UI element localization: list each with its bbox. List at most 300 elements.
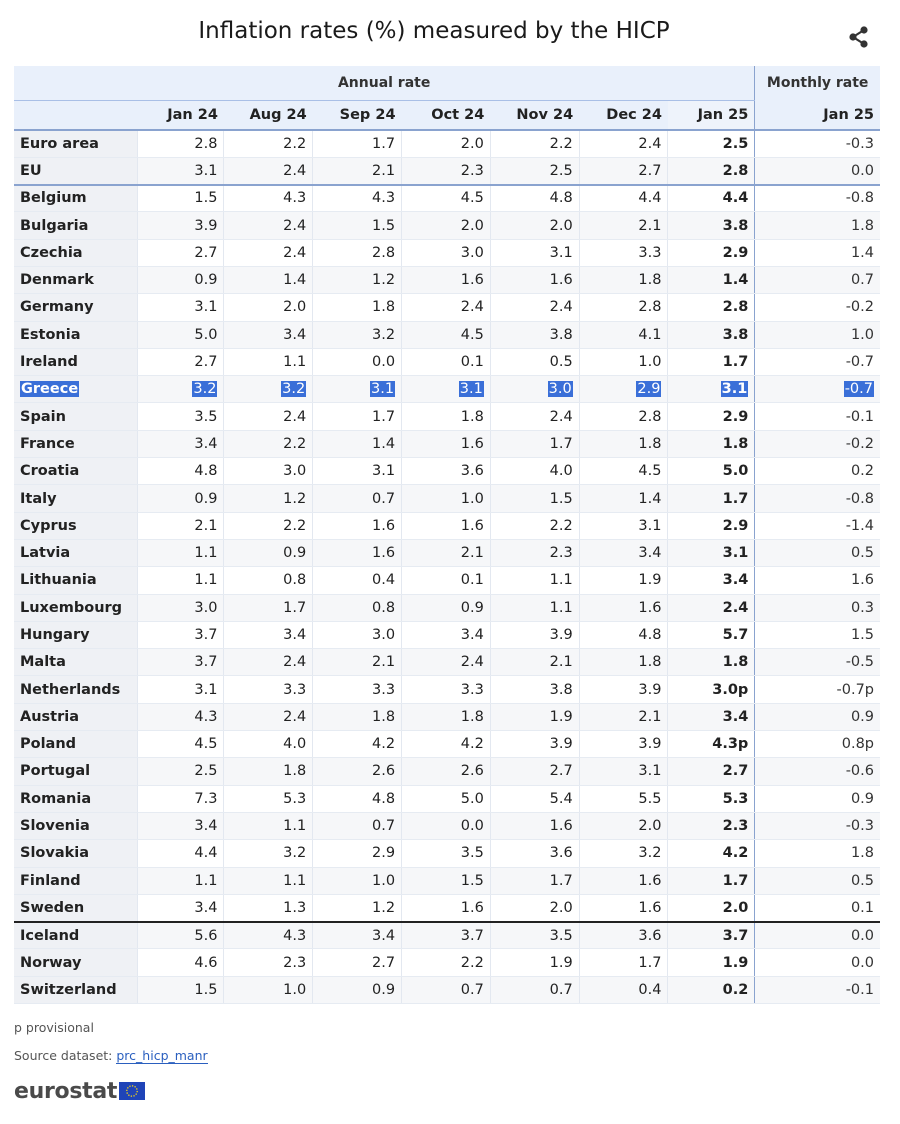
annual-rate-cell: 5.7 (668, 621, 755, 648)
annual-rate-cell: 1.5 (137, 976, 224, 1003)
annual-rate-cell: 4.5 (402, 185, 491, 212)
annual-rate-cell: 1.8 (402, 703, 491, 730)
annual-rate-cell: 4.5 (579, 458, 668, 485)
annual-rate-cell: 1.8 (579, 649, 668, 676)
logo-wordmark: eurostat (14, 1078, 118, 1104)
annual-rate-cell: 5.6 (137, 922, 224, 949)
monthly-rate-cell: -0.5 (755, 649, 880, 676)
country-name: Cyprus (14, 512, 137, 539)
annual-rate-cell: 1.9 (490, 703, 579, 730)
annual-rate-cell: 2.4 (402, 294, 491, 321)
annual-rate-cell: 1.6 (579, 894, 668, 921)
annual-rate-cell: 5.4 (490, 785, 579, 812)
annual-rate-cell: 1.1 (224, 812, 313, 839)
annual-rate-cell: 1.4 (313, 430, 402, 457)
monthly-rate-cell: -0.1 (755, 976, 880, 1003)
annual-rate-cell: 1.8 (668, 649, 755, 676)
monthly-rate-cell: 0.5 (755, 539, 880, 566)
country-name: Hungary (14, 621, 137, 648)
annual-rate-cell: 2.7 (579, 157, 668, 184)
annual-rate-cell: 3.0 (224, 458, 313, 485)
annual-rate-cell: 1.2 (224, 485, 313, 512)
annual-rate-cell: 3.6 (402, 458, 491, 485)
monthly-rate-header: Monthly rate (755, 66, 880, 100)
country-name: Iceland (14, 922, 137, 949)
annual-rate-cell: 2.3 (402, 157, 491, 184)
annual-rate-cell: 3.9 (579, 676, 668, 703)
annual-rate-cell: 2.6 (313, 758, 402, 785)
annual-rate-cell: 2.3 (668, 812, 755, 839)
annual-rate-cell: 1.2 (313, 266, 402, 293)
monthly-rate-cell: 1.8 (755, 212, 880, 239)
country-name: Greece (14, 376, 137, 403)
country-name: Estonia (14, 321, 137, 348)
annual-rate-cell: 2.1 (402, 539, 491, 566)
annual-rate-cell: 1.0 (313, 867, 402, 894)
annual-rate-cell: 2.1 (579, 212, 668, 239)
country-name: Belgium (14, 185, 137, 212)
annual-rate-cell: 2.7 (137, 348, 224, 375)
inflation-table (14, 66, 880, 1004)
annual-rate-cell: 4.0 (490, 458, 579, 485)
annual-rate-cell: 2.5 (490, 157, 579, 184)
country-name: Italy (14, 485, 137, 512)
annual-rate-cell: 4.2 (668, 840, 755, 867)
table-row (14, 867, 880, 894)
monthly-rate-cell: 0.7 (755, 266, 880, 293)
annual-rate-cell: 1.6 (402, 512, 491, 539)
annual-rate-cell: 3.4 (402, 621, 491, 648)
annual-rate-cell: 2.1 (313, 157, 402, 184)
annual-rate-cell: 2.4 (224, 212, 313, 239)
monthly-rate-cell: 1.0 (755, 321, 880, 348)
annual-rate-cell: 2.2 (224, 430, 313, 457)
annual-rate-cell: 3.2 (137, 376, 224, 403)
table-row (14, 403, 880, 430)
annual-rate-cell: 3.2 (579, 840, 668, 867)
monthly-rate-cell: 1.4 (755, 239, 880, 266)
annual-rate-cell: 3.9 (137, 212, 224, 239)
annual-rate-cell: 0.9 (224, 539, 313, 566)
monthly-rate-cell: 0.9 (755, 785, 880, 812)
annual-rate-cell: 3.8 (490, 321, 579, 348)
annual-rate-cell: 1.8 (402, 403, 491, 430)
country-name: Poland (14, 731, 137, 758)
annual-rate-cell: 1.7 (224, 594, 313, 621)
annual-rate-cell: 0.2 (668, 976, 755, 1003)
annual-rate-cell: 2.4 (579, 130, 668, 157)
annual-rate-cell: 0.7 (402, 976, 491, 1003)
column-header[interactable]: Jan 25 (668, 100, 755, 130)
annual-rate-cell: 2.8 (668, 294, 755, 321)
table-row (14, 594, 880, 621)
annual-rate-cell: 3.1 (579, 758, 668, 785)
table-row (14, 731, 880, 758)
annual-rate-cell: 2.7 (313, 949, 402, 976)
annual-rate-cell: 2.0 (668, 894, 755, 921)
annual-rate-cell: 4.6 (137, 949, 224, 976)
annual-rate-cell: 1.0 (224, 976, 313, 1003)
table-row (14, 922, 880, 949)
annual-rate-cell: 5.3 (668, 785, 755, 812)
annual-rate-cell: 0.7 (313, 812, 402, 839)
annual-rate-header: Annual rate (14, 66, 755, 100)
annual-rate-cell: 1.0 (579, 348, 668, 375)
monthly-rate-cell: -0.3 (755, 812, 880, 839)
annual-rate-cell: 1.7 (668, 485, 755, 512)
annual-rate-cell: 4.2 (313, 731, 402, 758)
annual-rate-cell: 4.0 (224, 731, 313, 758)
annual-rate-cell: 4.8 (313, 785, 402, 812)
monthly-rate-cell: -0.2 (755, 294, 880, 321)
monthly-rate-cell: 0.0 (755, 157, 880, 184)
column-header[interactable]: Oct 24 (402, 100, 491, 130)
annual-rate-cell: 1.5 (137, 185, 224, 212)
annual-rate-cell: 3.3 (402, 676, 491, 703)
table-row (14, 430, 880, 457)
column-header[interactable]: Dec 24 (579, 100, 668, 130)
table-row (14, 676, 880, 703)
annual-rate-cell: 1.7 (313, 403, 402, 430)
annual-rate-cell: 4.2 (402, 731, 491, 758)
annual-rate-cell: 3.1 (313, 458, 402, 485)
provisional-note: p provisional (14, 1020, 94, 1035)
annual-rate-cell: 1.1 (137, 539, 224, 566)
annual-rate-cell: 1.3 (224, 894, 313, 921)
table-row (14, 130, 880, 157)
eurostat-logo (14, 1078, 145, 1104)
monthly-rate-cell: 0.1 (755, 894, 880, 921)
country-name: Netherlands (14, 676, 137, 703)
country-name: Finland (14, 867, 137, 894)
annual-rate-cell: 4.5 (402, 321, 491, 348)
annual-rate-cell: 2.0 (402, 212, 491, 239)
annual-rate-cell: 3.2 (313, 321, 402, 348)
country-name: Germany (14, 294, 137, 321)
table-row (14, 976, 880, 1003)
annual-rate-cell: 1.6 (490, 812, 579, 839)
annual-rate-cell: 0.7 (490, 976, 579, 1003)
monthly-rate-cell: -0.6 (755, 758, 880, 785)
annual-rate-cell: 1.1 (224, 867, 313, 894)
annual-rate-cell: 4.1 (579, 321, 668, 348)
country-name: Sweden (14, 894, 137, 921)
annual-rate-cell: 3.0 (313, 621, 402, 648)
annual-rate-cell: 0.4 (579, 976, 668, 1003)
country-name: Euro area (14, 130, 137, 157)
monthly-rate-cell: 0.0 (755, 949, 880, 976)
annual-rate-cell: 2.4 (402, 649, 491, 676)
table-row (14, 703, 880, 730)
annual-rate-cell: 4.3 (224, 185, 313, 212)
annual-rate-cell: 3.4 (668, 703, 755, 730)
column-header[interactable]: Jan 25 (755, 100, 880, 130)
annual-rate-cell: 2.9 (313, 840, 402, 867)
annual-rate-cell: 3.1 (668, 376, 755, 403)
country-name: Norway (14, 949, 137, 976)
annual-rate-cell: 2.8 (313, 239, 402, 266)
annual-rate-cell: 1.1 (224, 348, 313, 375)
country-name: Portugal (14, 758, 137, 785)
annual-rate-cell: 1.7 (668, 867, 755, 894)
table-row (14, 376, 880, 403)
country-name: Ireland (14, 348, 137, 375)
annual-rate-cell: 3.8 (490, 676, 579, 703)
monthly-rate-cell: 0.9 (755, 703, 880, 730)
annual-rate-cell: 2.9 (668, 512, 755, 539)
annual-rate-cell: 1.8 (579, 266, 668, 293)
annual-rate-cell: 2.8 (579, 403, 668, 430)
annual-rate-cell: 1.8 (224, 758, 313, 785)
country-name: Romania (14, 785, 137, 812)
table-row (14, 157, 880, 184)
annual-rate-cell: 3.0 (490, 376, 579, 403)
annual-rate-cell: 1.7 (668, 348, 755, 375)
column-header[interactable]: Jan 24 (137, 100, 224, 130)
annual-rate-cell: 3.0 (402, 239, 491, 266)
annual-rate-cell: 0.9 (313, 976, 402, 1003)
annual-rate-cell: 3.7 (137, 649, 224, 676)
monthly-rate-cell: 1.6 (755, 567, 880, 594)
chart-title: Inflation rates (%) measured by the HICP (198, 18, 670, 44)
annual-rate-cell: 1.6 (579, 867, 668, 894)
annual-rate-cell: 2.0 (402, 130, 491, 157)
table-row (14, 621, 880, 648)
annual-rate-cell: 2.3 (490, 539, 579, 566)
annual-rate-cell: 4.3 (137, 703, 224, 730)
monthly-rate-cell: -0.7 (755, 348, 880, 375)
annual-rate-cell: 1.9 (668, 949, 755, 976)
annual-rate-cell: 1.1 (490, 567, 579, 594)
country-name: Croatia (14, 458, 137, 485)
annual-rate-cell: 3.7 (668, 922, 755, 949)
annual-rate-cell: 4.4 (668, 185, 755, 212)
annual-rate-cell: 2.4 (224, 239, 313, 266)
annual-rate-cell: 1.1 (137, 867, 224, 894)
annual-rate-cell: 1.6 (490, 266, 579, 293)
annual-rate-cell: 2.3 (224, 949, 313, 976)
annual-rate-cell: 3.7 (402, 922, 491, 949)
annual-rate-cell: 0.9 (137, 266, 224, 293)
annual-rate-cell: 3.4 (137, 894, 224, 921)
annual-rate-cell: 3.4 (313, 922, 402, 949)
country-name: Malta (14, 649, 137, 676)
table-row (14, 321, 880, 348)
annual-rate-cell: 1.6 (313, 512, 402, 539)
annual-rate-cell: 2.0 (224, 294, 313, 321)
table-row (14, 758, 880, 785)
annual-rate-cell: 0.9 (137, 485, 224, 512)
annual-rate-cell: 3.9 (490, 621, 579, 648)
annual-rate-cell: 3.8 (668, 212, 755, 239)
table-row (14, 239, 880, 266)
annual-rate-cell: 0.8 (224, 567, 313, 594)
annual-rate-cell: 2.7 (137, 239, 224, 266)
annual-rate-cell: 0.8 (313, 594, 402, 621)
table-body (14, 130, 880, 1004)
table-row (14, 840, 880, 867)
annual-rate-cell: 1.0 (402, 485, 491, 512)
table-row (14, 539, 880, 566)
share-icon[interactable] (846, 24, 872, 50)
annual-rate-cell: 5.5 (579, 785, 668, 812)
annual-rate-cell: 1.4 (668, 266, 755, 293)
annual-rate-cell: 1.9 (579, 567, 668, 594)
annual-rate-cell: 2.2 (224, 130, 313, 157)
source-line (14, 1048, 208, 1063)
annual-rate-cell: 3.1 (668, 539, 755, 566)
annual-rate-cell: 2.1 (137, 512, 224, 539)
annual-rate-cell: 2.5 (668, 130, 755, 157)
annual-rate-cell: 3.0 (137, 594, 224, 621)
annual-rate-cell: 3.4 (137, 812, 224, 839)
annual-rate-cell: 3.1 (137, 157, 224, 184)
annual-rate-cell: 2.4 (224, 157, 313, 184)
annual-rate-cell: 3.6 (579, 922, 668, 949)
annual-rate-cell: 3.8 (668, 321, 755, 348)
annual-rate-cell: 5.0 (402, 785, 491, 812)
table-row (14, 348, 880, 375)
annual-rate-cell: 4.8 (490, 185, 579, 212)
annual-rate-cell: 2.2 (490, 130, 579, 157)
annual-rate-cell: 0.9 (402, 594, 491, 621)
annual-rate-cell: 1.4 (224, 266, 313, 293)
annual-rate-cell: 1.8 (579, 430, 668, 457)
monthly-rate-cell: -0.1 (755, 403, 880, 430)
annual-rate-cell: 2.4 (490, 294, 579, 321)
country-name: Bulgaria (14, 212, 137, 239)
country-name: EU (14, 157, 137, 184)
country-name: Spain (14, 403, 137, 430)
annual-rate-cell: 2.1 (579, 703, 668, 730)
country-name: Switzerland (14, 976, 137, 1003)
annual-rate-cell: 2.4 (224, 649, 313, 676)
country-name: Latvia (14, 539, 137, 566)
monthly-rate-cell: 0.2 (755, 458, 880, 485)
table-row (14, 212, 880, 239)
annual-rate-cell: 3.4 (668, 567, 755, 594)
annual-rate-cell: 2.4 (490, 403, 579, 430)
eu-flag-icon (119, 1082, 145, 1100)
annual-rate-cell: 1.5 (402, 867, 491, 894)
annual-rate-cell: 2.4 (224, 703, 313, 730)
annual-rate-cell: 1.8 (313, 294, 402, 321)
annual-rate-cell: 0.0 (402, 812, 491, 839)
annual-rate-cell: 1.1 (490, 594, 579, 621)
annual-rate-cell: 1.5 (490, 485, 579, 512)
annual-rate-cell: 2.8 (668, 157, 755, 184)
annual-rate-cell: 3.2 (224, 376, 313, 403)
table-row (14, 185, 880, 212)
annual-rate-cell: 2.2 (402, 949, 491, 976)
table-row (14, 949, 880, 976)
annual-rate-cell: 2.1 (313, 649, 402, 676)
annual-rate-cell: 3.1 (137, 676, 224, 703)
source-dataset-link[interactable]: prc_hicp_manr (116, 1048, 208, 1063)
annual-rate-cell: 1.2 (313, 894, 402, 921)
annual-rate-cell: 2.4 (224, 403, 313, 430)
table-row (14, 512, 880, 539)
annual-rate-cell: 3.7 (137, 621, 224, 648)
annual-rate-cell: 3.1 (490, 239, 579, 266)
annual-rate-cell: 1.7 (313, 130, 402, 157)
annual-rate-cell: 3.9 (579, 731, 668, 758)
annual-rate-cell: 3.1 (402, 376, 491, 403)
annual-rate-cell: 4.4 (137, 840, 224, 867)
source-label: Source dataset: (14, 1048, 113, 1063)
annual-rate-cell: 0.0 (313, 348, 402, 375)
monthly-rate-cell: 1.5 (755, 621, 880, 648)
annual-rate-cell: 4.8 (579, 621, 668, 648)
annual-rate-cell: 3.6 (490, 840, 579, 867)
annual-rate-cell: 2.8 (579, 294, 668, 321)
monthly-rate-cell: 0.0 (755, 922, 880, 949)
column-header[interactable]: Sep 24 (313, 100, 402, 130)
annual-rate-cell: 1.6 (313, 539, 402, 566)
annual-rate-cell: 0.4 (313, 567, 402, 594)
annual-rate-cell: 2.0 (579, 812, 668, 839)
annual-rate-cell: 5.3 (224, 785, 313, 812)
table-row (14, 458, 880, 485)
annual-rate-cell: 2.9 (668, 239, 755, 266)
annual-rate-cell: 1.6 (402, 430, 491, 457)
annual-rate-cell: 7.3 (137, 785, 224, 812)
annual-rate-cell: 5.0 (668, 458, 755, 485)
annual-rate-cell: 0.1 (402, 348, 491, 375)
annual-rate-cell: 4.3p (668, 731, 755, 758)
annual-rate-cell: 3.5 (490, 922, 579, 949)
annual-rate-cell: 3.3 (579, 239, 668, 266)
annual-rate-cell: 4.3 (313, 185, 402, 212)
annual-rate-cell: 1.5 (313, 212, 402, 239)
country-column-header (14, 100, 137, 130)
annual-rate-cell: 1.6 (402, 266, 491, 293)
country-name: Slovenia (14, 812, 137, 839)
country-name: Czechia (14, 239, 137, 266)
annual-rate-cell: 4.5 (137, 731, 224, 758)
annual-rate-cell: 3.3 (313, 676, 402, 703)
country-name: France (14, 430, 137, 457)
annual-rate-cell: 3.5 (137, 403, 224, 430)
annual-rate-cell: 0.1 (402, 567, 491, 594)
monthly-rate-cell: -1.4 (755, 512, 880, 539)
annual-rate-cell: 2.8 (137, 130, 224, 157)
annual-rate-cell: 3.1 (137, 294, 224, 321)
annual-rate-cell: 5.0 (137, 321, 224, 348)
column-header[interactable]: Aug 24 (224, 100, 313, 130)
annual-rate-cell: 3.4 (224, 621, 313, 648)
monthly-rate-cell: -0.2 (755, 430, 880, 457)
annual-rate-cell: 1.6 (579, 594, 668, 621)
monthly-rate-cell: 1.8 (755, 840, 880, 867)
annual-rate-cell: 1.7 (490, 430, 579, 457)
annual-rate-cell: 3.1 (313, 376, 402, 403)
annual-rate-cell: 3.1 (579, 512, 668, 539)
annual-rate-cell: 1.1 (137, 567, 224, 594)
annual-rate-cell: 2.1 (490, 649, 579, 676)
column-header[interactable]: Nov 24 (490, 100, 579, 130)
monthly-rate-cell: -0.8 (755, 485, 880, 512)
annual-rate-cell: 2.6 (402, 758, 491, 785)
table-row (14, 812, 880, 839)
annual-rate-cell: 3.3 (224, 676, 313, 703)
annual-rate-cell: 3.9 (490, 731, 579, 758)
annual-rate-cell: 4.8 (137, 458, 224, 485)
annual-rate-cell: 3.4 (224, 321, 313, 348)
table-row (14, 567, 880, 594)
annual-rate-cell: 1.8 (668, 430, 755, 457)
monthly-rate-cell: -0.7 (755, 376, 880, 403)
